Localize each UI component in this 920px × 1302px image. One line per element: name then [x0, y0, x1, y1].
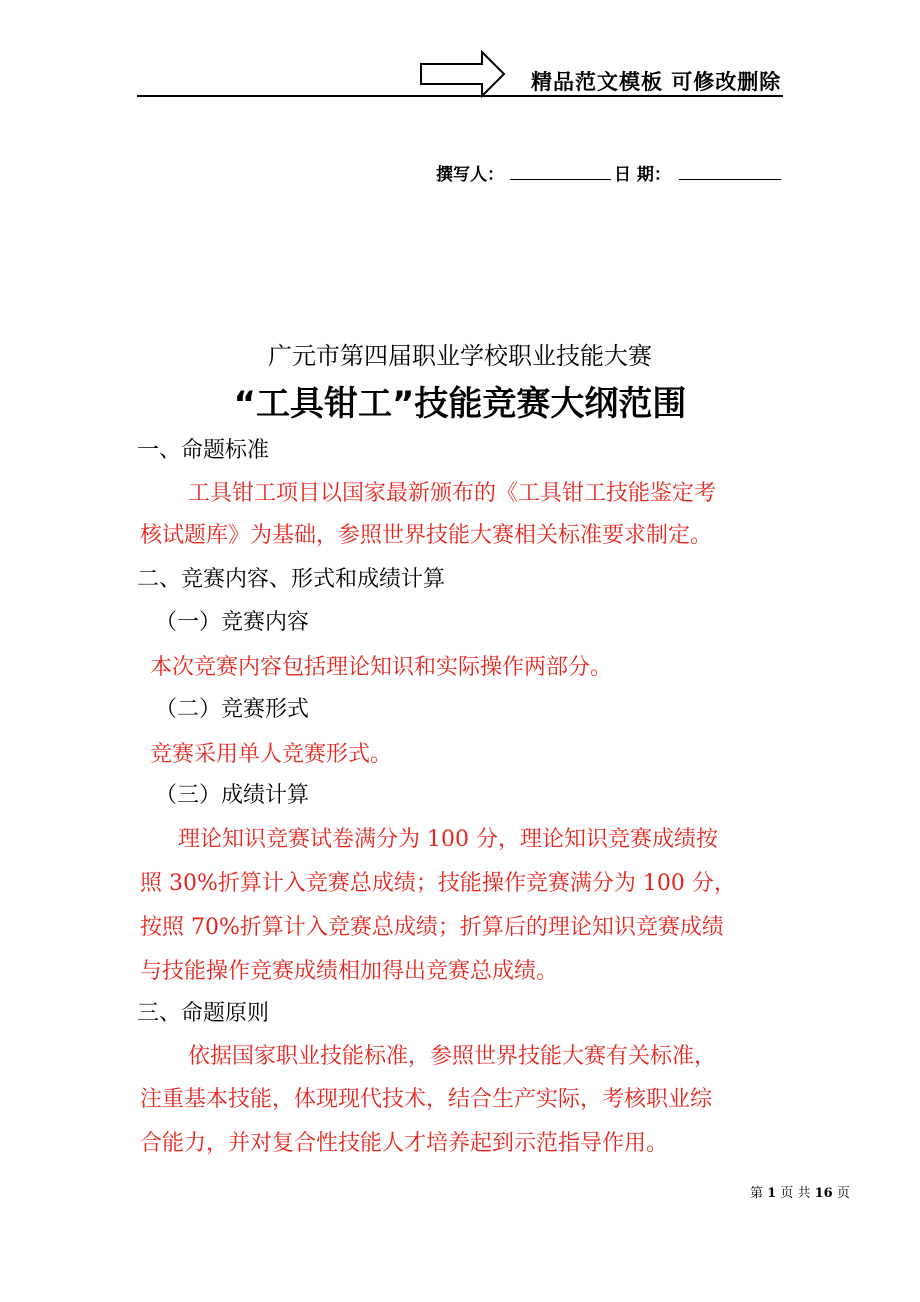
page-prefix: 第 — [750, 1186, 764, 1201]
author-blank — [510, 179, 611, 180]
section-heading-3: 三、命题原则 — [137, 1001, 270, 1026]
paragraph-line: 理论知识竞赛试卷满分为 100 分，理论知识竞赛成绩按 — [178, 827, 718, 852]
arrow-right-icon — [420, 50, 506, 100]
paragraph-line: 注重基本技能，体现现代技术，结合生产实际，考核职业综 — [140, 1087, 713, 1112]
section-heading-2: 二、竞赛内容、形式和成绩计算 — [137, 567, 446, 592]
paragraph-line: 本次竞赛内容包括理论知识和实际操作两部分。 — [150, 655, 613, 680]
section-heading-1: 一、命题标准 — [137, 438, 270, 463]
paragraph-line: 依据国家职业技能标准，参照世界技能大赛有关标准， — [188, 1044, 717, 1069]
header-title: 精品范文模板 可修改删除 — [531, 70, 782, 94]
subheading-form: （二）竞赛形式 — [155, 697, 310, 722]
current-page: 1 — [767, 1186, 777, 1201]
subheading-scoring: （三）成绩计算 — [155, 783, 310, 808]
paragraph-line: 与技能操作竞赛成绩相加得出竞赛总成绩。 — [140, 959, 559, 984]
document-title-line2: “工具钳工”技能竞赛大纲范围 — [233, 384, 687, 424]
paragraph-line: 工具钳工项目以国家最新颁布的《工具钳工技能鉴定考 — [188, 481, 717, 506]
header-rule — [137, 95, 783, 97]
date-blank — [679, 179, 781, 180]
date-label: 日 期： — [614, 165, 671, 185]
document-title-line1: 广元市第四届职业学校职业技能大赛 — [268, 342, 652, 370]
page-suffix: 页 — [836, 1186, 850, 1201]
paragraph-line: 按照 70%折算计入竞赛总成绩；折算后的理论知识竞赛成绩 — [140, 915, 724, 940]
page-number — [750, 1182, 850, 1201]
author-label: 撰写人： — [436, 165, 504, 185]
paragraph-line: 竞赛采用单人竞赛形式。 — [150, 742, 393, 767]
paragraph-line: 核试题库》为基础，参照世界技能大赛相关标准要求制定。 — [140, 523, 713, 548]
subheading-content: （一）竞赛内容 — [155, 610, 310, 635]
total-pages: 16 — [814, 1186, 833, 1201]
paragraph-line: 照 30%折算计入竞赛总成绩；技能操作竞赛满分为 100 分， — [140, 871, 736, 896]
page-middle: 页 共 — [780, 1186, 811, 1201]
paragraph-line: 合能力，并对复合性技能人才培养起到示范指导作用。 — [140, 1131, 669, 1156]
